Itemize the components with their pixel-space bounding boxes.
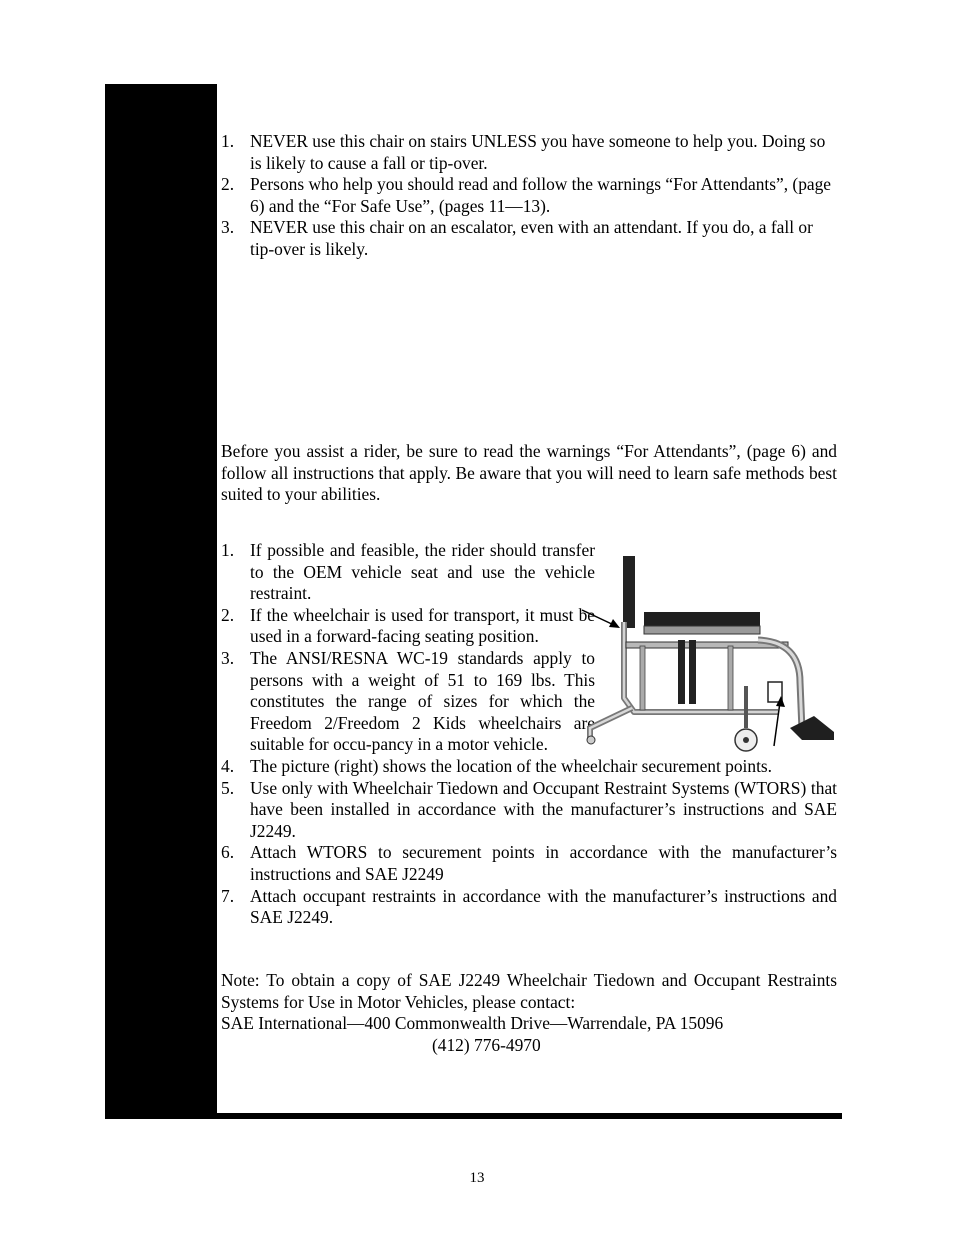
item-text: Persons who help you should read and follow the warnings “For Attendants”, (page 6) and the “For Safe Use”, (pages 11—13). bbox=[250, 174, 832, 216]
note-address: SAE International—400 Commonwealth Drive—Warrendale, PA 15096 bbox=[221, 1013, 724, 1034]
item-text: Use only with Wheelchair Tiedown and Occupant Restraint Systems (WTORS) that have been installed in accordance with the manufacturer’s instructions and SAE J2249. bbox=[250, 777, 837, 841]
list-item bbox=[221, 886, 837, 929]
item-text: Attach occupant restraints in accordance with the manufacturer’s instructions and SAE J2249. bbox=[250, 885, 837, 928]
item-text: The ANSI/RESNA WC-19 standards apply to persons with a weight of 51 to 169 lbs. This constitutes the range of sizes for which the Freedom 2/Freedom 2 Kids wheelchairs are suitable for occu-pancy in a motor vehicle. bbox=[250, 647, 595, 755]
wheelchair-securement-diagram-icon bbox=[578, 550, 840, 754]
note-phone: (412) 776-4970 bbox=[432, 1034, 541, 1055]
item-number: 5. bbox=[221, 777, 235, 798]
item-number: 1. bbox=[221, 131, 235, 151]
stairs-section bbox=[221, 131, 837, 261]
attendant-intro: Before you assist a rider, be sure to read the warnings “For Attendants”, (page 6) and follow all instructions that apply. Be aware that you will need to learn safe methods best suited to your abilities. bbox=[221, 441, 837, 505]
item-number: 3. bbox=[221, 217, 235, 238]
item-text: The picture (right) shows the location of the wheelchair securement points. bbox=[250, 755, 773, 776]
list-item bbox=[221, 605, 595, 648]
list-item bbox=[221, 778, 837, 843]
list-item bbox=[221, 131, 837, 174]
page-number: 13 bbox=[469, 1170, 485, 1186]
item-number: 2. bbox=[221, 604, 235, 625]
item-text: NEVER use this chair on stairs UNLESS you have someone to help you. Doing so is likely to cause a fall or tip-over. bbox=[250, 131, 826, 173]
item-number: 4. bbox=[221, 755, 235, 776]
item-text: If the wheelchair is used for transport, it must be used in a forward-facing seating position. bbox=[250, 604, 595, 647]
item-number: 6. bbox=[221, 842, 235, 863]
item-number: 1. bbox=[221, 540, 235, 560]
item-text: If possible and feasible, the rider should transfer to the OEM vehicle seat and use the vehicle restraint. bbox=[250, 540, 595, 604]
bottom-rule bbox=[105, 1113, 842, 1119]
list-item bbox=[221, 648, 595, 756]
stairs-list bbox=[221, 131, 837, 261]
sidebar-black-bar bbox=[105, 84, 217, 1119]
note-text: Note: To obtain a copy of SAE J2249 Wheelchair Tiedown and Occupant Restraints Systems for Use in Motor Vehicles, please contact: bbox=[221, 970, 837, 1012]
list-item bbox=[221, 842, 837, 885]
item-text: Attach WTORS to securement points in accordance with the manufacturer’s instructions and SAE J2249 bbox=[250, 842, 837, 884]
list-item bbox=[221, 217, 837, 260]
list-item bbox=[221, 174, 837, 217]
list-item bbox=[221, 540, 595, 605]
note-section bbox=[221, 970, 837, 1056]
item-number: 7. bbox=[221, 885, 235, 906]
item-number: 2. bbox=[221, 174, 235, 195]
list-item bbox=[221, 756, 837, 778]
item-text: NEVER use this chair on an escalator, even with an attendant. If you do, a fall or tip-over is likely. bbox=[250, 217, 813, 259]
item-number: 3. bbox=[221, 647, 235, 668]
